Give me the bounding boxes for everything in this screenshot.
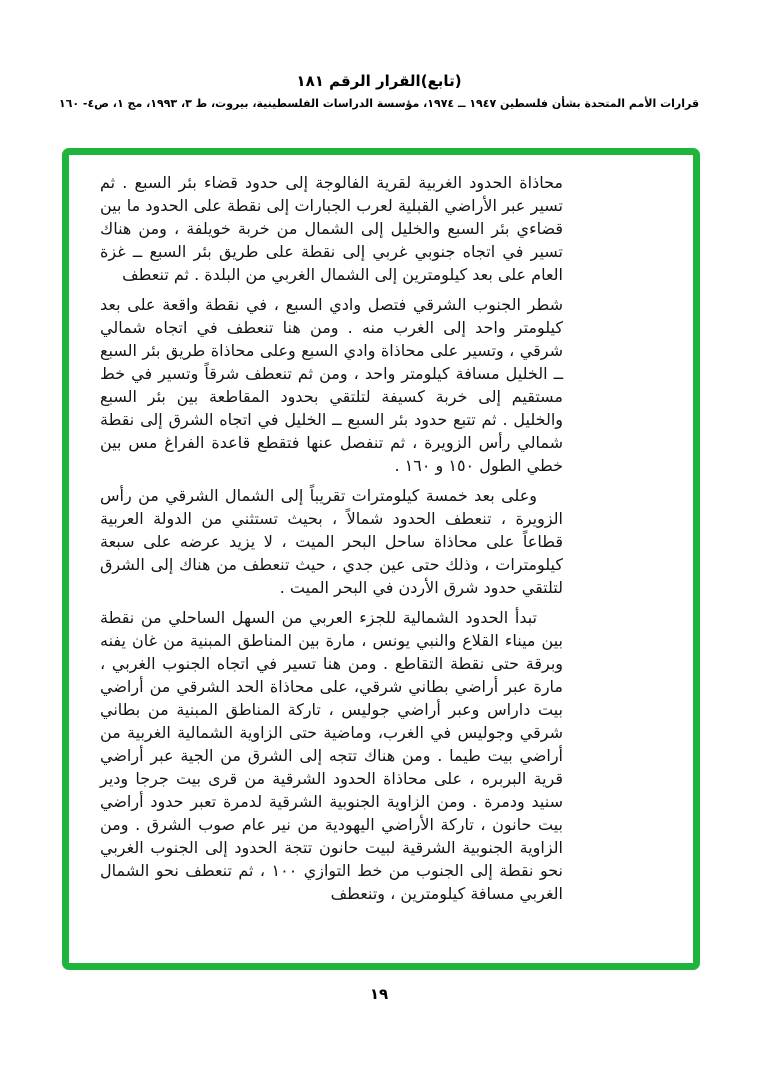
content-border-box <box>62 148 700 970</box>
resolution-title: (تابع)القرار الرقم ١٨١ <box>296 72 462 90</box>
source-citation: قرارات الأمم المتحدة بشأن فلسطين ١٩٤٧ ــ ١٩٧٤، مؤسسة الدراسات الفلسطينية، بيروت، ط ٣، ١٩٩٣، مج ١، ص٤- ١٦٠ <box>58 97 700 110</box>
body-paragraph-1: محاذاة الحدود الغربية لقرية الفالوجة إلى حدود قضاء بئر السبع . ثم تسير عبر الأراضي القبلية لعرب الجبارات إلى نقطة على الحدود ما بين قضاءي بئر السبع والخليل إلى الشمال من خربة خويلفة ، ومن هناك تسير في اتجاه جنوبي غربي إلى نقطة على طريق بئر السبع ــ غزة العام على بعد كيلومترين إلى الشمال الغربي من البلدة . ثم تنعطف <box>100 173 563 284</box>
page-header <box>0 0 758 110</box>
body-paragraph-2: شطر الجنوب الشرقي فتصل وادي السبع ، في نقطة واقعة على بعد كيلومتر واحد إلى الغرب منه . ومن هنا تنعطف في اتجاه شمالي شرقي ، وتسير على محاذاة وادي السبع وعلى محاذاة طريق بئر السبع ــ الخليل مسافة كيلومتر واحد ، ومن ثم تنعطف شرقاً وتسير في خط مستقيم إلى خربة كسيفة لتلتقي بحدود المقاطعة بين بئر السبع والخليل . ثم تتبع حدود بئر السبع ــ الخليل في اتجاه الشرق إلى نقطة شمالي رأس الزويرة ، ثم تنفصل عنها فتقطع قاعدة الفراغ مس بين خطي الطول ١٥٠ و ١٦٠ . <box>100 295 563 475</box>
body-paragraph-4: تبدأ الحدود الشمالية للجزء العربي من السهل الساحلي من نقطة بين ميناء القلاع والنبي يونس ، مارة بين المناطق المبنية من غان يفنه وبرقة حتى نقطة التقاطع . ومن هنا تسير في اتجاه الجنوب الغربي ، مارة عبر أراضي بطاني شرقي، على محاذاة الحد الشرقي من أراضي بيت داراس وعبر أراضي جوليس ، تاركة المناطق المبنية من بطاني شرقي وجوليس في الغرب، وماضية حتى الزاوية الشمالية الغربية من أراضي بيت طيما . ومن هناك تتجه إلى الشرق من الجية عبر أراضي قرية البربره ، على محاذاة الحدود الشرقية من قرى بيت جرجا ودير سنيد ودمرة . ومن الزاوية الجنوبية الشرقية لدمرة تعبر حدود أراضي بيت حانون ، تاركة الأراضي اليهودية من نير عام صوب الشرق . ومن الزاوية الجنوبية الشرقية لبيت حانون تتجة الحدود إلى الجنوب الغربي نحو نقطة إلى الجنوب من خط التوازي ١٠٠ ، ثم تنعطف نحو الشمال الغربي مسافة كيلومترين ، وتنعطف <box>100 608 563 903</box>
page-number: ١٩ <box>369 985 389 1003</box>
body-paragraph-3: وعلى بعد خمسة كيلومترات تقريباً إلى الشمال الشرقي من رأس الزويرة ، تنعطف الحدود شمالاً ، بحيث تستثني من الدولة العربية قطاعاً على محاذاة ساحل البحر الميت ، لا يزيد عرضه على سبعة كيلومترات ، وذلك حتى عين جدي ، حيث تنعطف من هناك إلى الشرق لتلتقي حدود شرق الأردن في البحر الميت . <box>100 486 563 597</box>
